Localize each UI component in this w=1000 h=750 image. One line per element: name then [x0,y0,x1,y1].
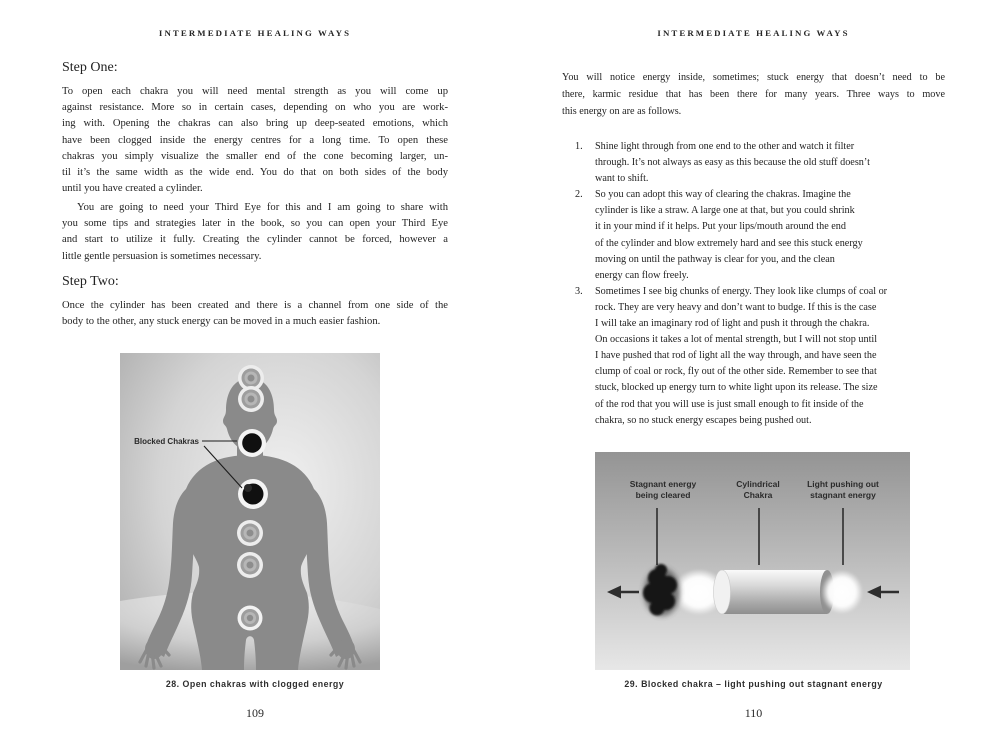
text-line: ing with. Opening the chakras can also bring up deep-seated emotions, which [62,118,448,130]
list-item-2 [575,187,927,284]
list-item-3 [575,284,927,429]
list-number: 2. [575,189,583,201]
text-line: want to shift. [595,173,649,185]
stagnant-energy-label-line2: being cleared [635,490,691,500]
text-line: stuck, blocked up energy turn to white light upon its release. The size [595,382,878,394]
text-line: til it’s the same width as the wide end. You do that on both sides of the body [62,167,448,179]
paragraph-step-one-a [62,84,448,197]
blocked-chakras-label: Blocked Chakras [134,437,199,446]
text-line: rock. They are very heavy and don’t want to budge. If this is the case [595,301,877,313]
text-line: there, karmic residue that has been there for many years. Three ways to move [562,89,945,101]
paragraph-step-one-b [62,200,448,265]
text-line: little gentle persuasion is sometimes necessary. [62,250,262,262]
text-line: Shine light through from one end to the other and watch it filter [595,141,855,152]
page-number-left: 109 [246,706,264,720]
list-item-text [595,284,927,429]
running-header: INTERMEDIATE HEALING WAYS [657,28,850,38]
text-line: of the cylinder and blow extremely hard and see this stuck energy [595,237,863,249]
list-item-1 [575,139,927,187]
figure-29-caption: 29. Blocked chakra – light pushing out stagnant energy [624,679,883,689]
text-line: chakras you simply visualize the smaller end of the cone becoming larger, un- [62,150,448,162]
page-number-right: 110 [744,706,763,720]
list-number: 3. [575,285,583,297]
text-line: and start to utilize it fully. Creating the cylinder cannot be forced, however a [62,234,448,246]
cylindrical-chakra-label-line2: Chakra [743,490,773,500]
figure-28-caption: 28. Open chakras with clogged energy [165,679,345,689]
root-chakra-icon [238,606,263,631]
text-line: I will take an imaginary rod of light and push it through the chakra. [595,318,870,330]
heart-chakra-blocked-icon [238,479,268,509]
text-line: it in your mind if it helps. Put your lips/mouth around the end [595,221,846,233]
figure-28-chakra-silhouette [120,353,380,670]
throat-chakra-blocked-icon [238,429,266,457]
text-line: this energy on are as follows. [562,106,682,118]
text-line: You are going to need your Third Eye for this and I am going to share with [77,202,448,213]
sacral-chakra-icon [237,552,263,578]
text-line: of the rod that you will use is just small enough to fit inside of the [595,398,864,410]
text-line: You will notice energy inside, sometimes; stuck energy that doesn’t need to be [562,72,945,83]
text-line: through. It’s not always as easy as this because the old stuff doesn’t [595,157,870,169]
stagnant-energy-label: Stagnant energy [629,479,697,489]
text-line: until you have created a cylinder. [62,183,203,195]
numbered-list [575,139,927,429]
paragraph-step-two [62,298,448,330]
cylindrical-chakra-label: Cylindrical [736,479,780,489]
text-line: To open each chakra you will need mental strength as you will come up [62,86,448,97]
text-line: have been clogged inside the energy centres for a long time. To open these [62,134,448,146]
text-line: against resistance. More so in certain cases, depending on who you are work- [62,102,448,114]
figure-29-cylinder-diagram [595,452,910,670]
light-pushing-label-line2: stagnant energy [810,490,876,500]
text-line: Once the cylinder has been created and there is a channel from one side of the [62,300,448,311]
heading-step-two: Step Two: [62,274,119,289]
text-line: Sometimes I see big chunks of energy. They look like clumps of coal or [595,285,888,297]
cylindrical-chakra-shape [714,570,835,614]
figure-29-labels [630,479,879,500]
solar-plexus-chakra-icon [237,520,263,546]
text-line: clump of coal or rock, fly out of the other side. Remember to see that [595,366,877,378]
list-number: 1. [575,141,583,152]
text-line: energy can flow freely. [595,269,689,281]
text-line: cylinder is like a straw. A large one at that, but you could shrink [595,205,855,217]
list-item-text [595,187,927,284]
text-line: moving on until the pathway is clear for you, and the clean [595,253,835,265]
third-eye-chakra-icon [238,386,264,412]
text-line: So you can adopt this way of clearing the chakras. Imagine the [595,189,851,201]
text-line: chakra, so no stuck energy escapes being pushed out. [595,414,812,426]
intro-paragraph [562,69,945,121]
text-line: body to the other, any stuck energy can be moved in a much easier fashion. [62,316,381,328]
right-light-glow [821,570,863,614]
text-line: you some tips and strategies later in the book, so you can open your Third Eye [62,218,448,230]
text-line: On occasions it takes a lot of mental strength, but I will not stop until [595,334,878,346]
list-item-text [595,139,927,187]
light-pushing-label: Light pushing out [807,479,879,489]
running-header: INTERMEDIATE HEALING WAYS [158,28,352,38]
heading-step-one: Step One: [62,60,118,75]
text-line: I have pushed that rod of light all the way through, and have seen the [595,350,877,362]
